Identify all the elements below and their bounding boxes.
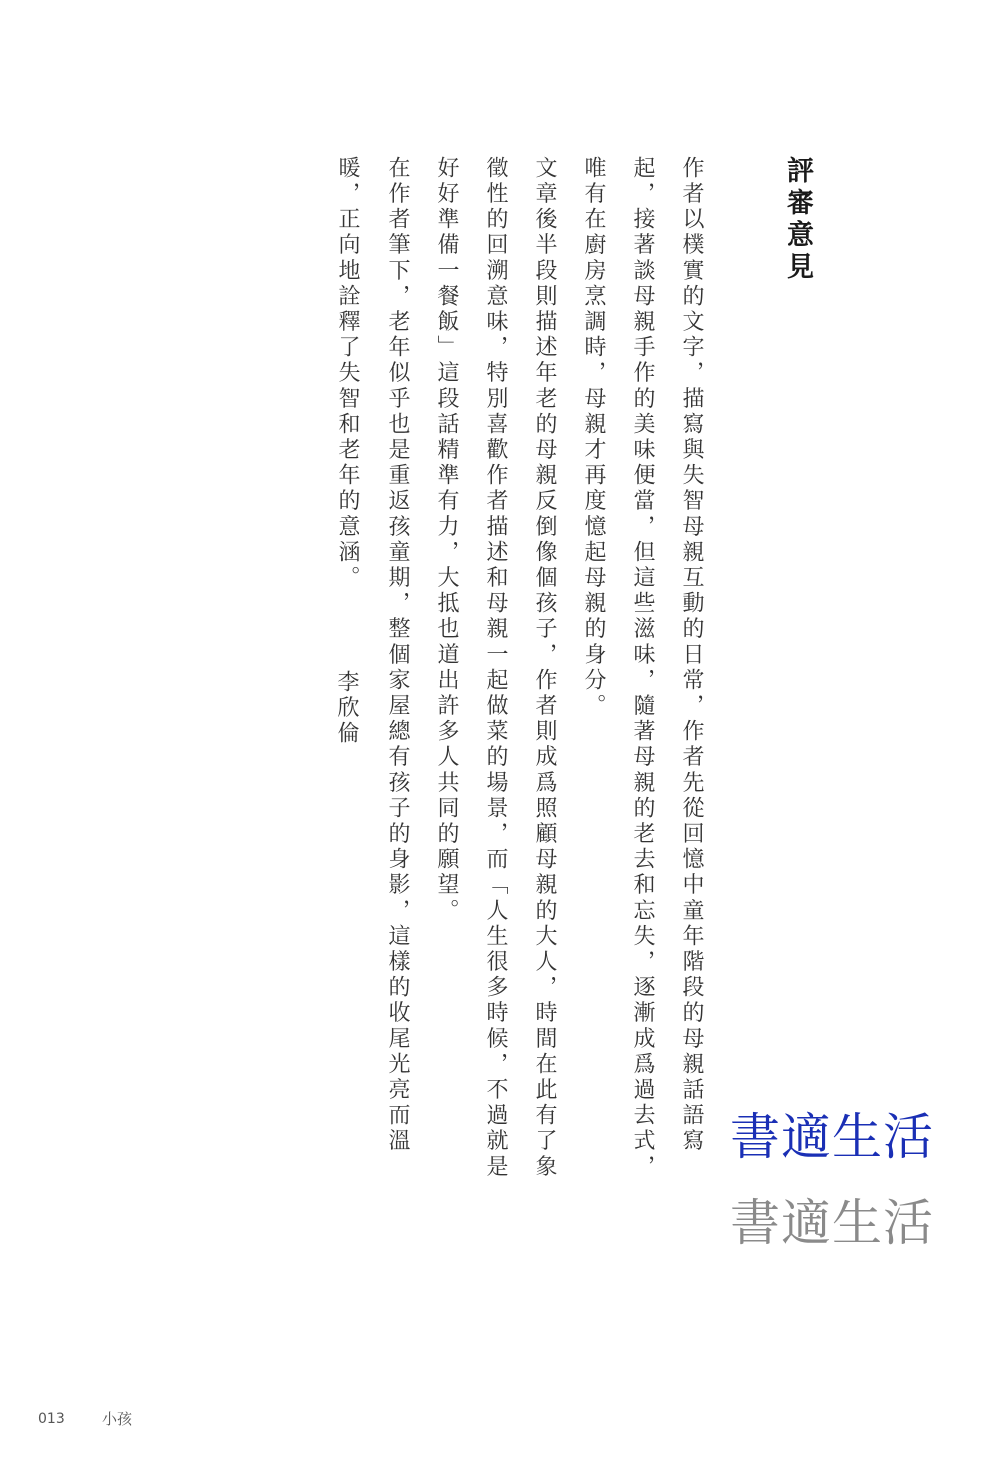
paragraph-column-7: 在作者筆下，老年似乎也是重返孩童期，整個家屋總有孩子的身影，這樣的收尾光亮而溫: [385, 156, 410, 1155]
paragraph-column-4: 文章後半段則描述年老的母親反倒像個孩子，作者則成爲照顧母親的大人，時間在此有了象: [532, 156, 557, 1180]
paragraph-column-3: 唯有在廚房烹調時，母親才再度憶起母親的身分。: [581, 156, 606, 720]
section-heading: 評審意見: [782, 156, 813, 284]
running-title: 小孩: [102, 1410, 133, 1428]
paragraph-column-2: 起，接著談母親手作的美味便當，但這些滋味，隨著母親的老去和忘失，逐漸成爲過去式，: [630, 156, 655, 1180]
watermark-secondary: 書適生活: [730, 1194, 934, 1252]
paragraph-column-6: 好好準備一餐飯」這段話精準有力，大抵也道出許多人共同的願望。: [434, 156, 459, 924]
paragraph-column-8: 暖，正向地詮釋了失智和老年的意涵。: [335, 156, 360, 592]
paragraph-column-1: 作者以樸實的文字，描寫與失智母親互動的日常，作者先從回憶中童年階段的母親話語寫: [679, 156, 704, 1155]
reviewer-signature: 李欣倫: [334, 670, 359, 747]
watermark-primary: 書適生活: [730, 1108, 934, 1166]
page-number: 013: [38, 1411, 65, 1427]
paragraph-column-5: 徵性的回溯意味，特別喜歡作者描述和母親一起做菜的場景，而「人生很多時候，不過就是: [483, 156, 508, 1180]
